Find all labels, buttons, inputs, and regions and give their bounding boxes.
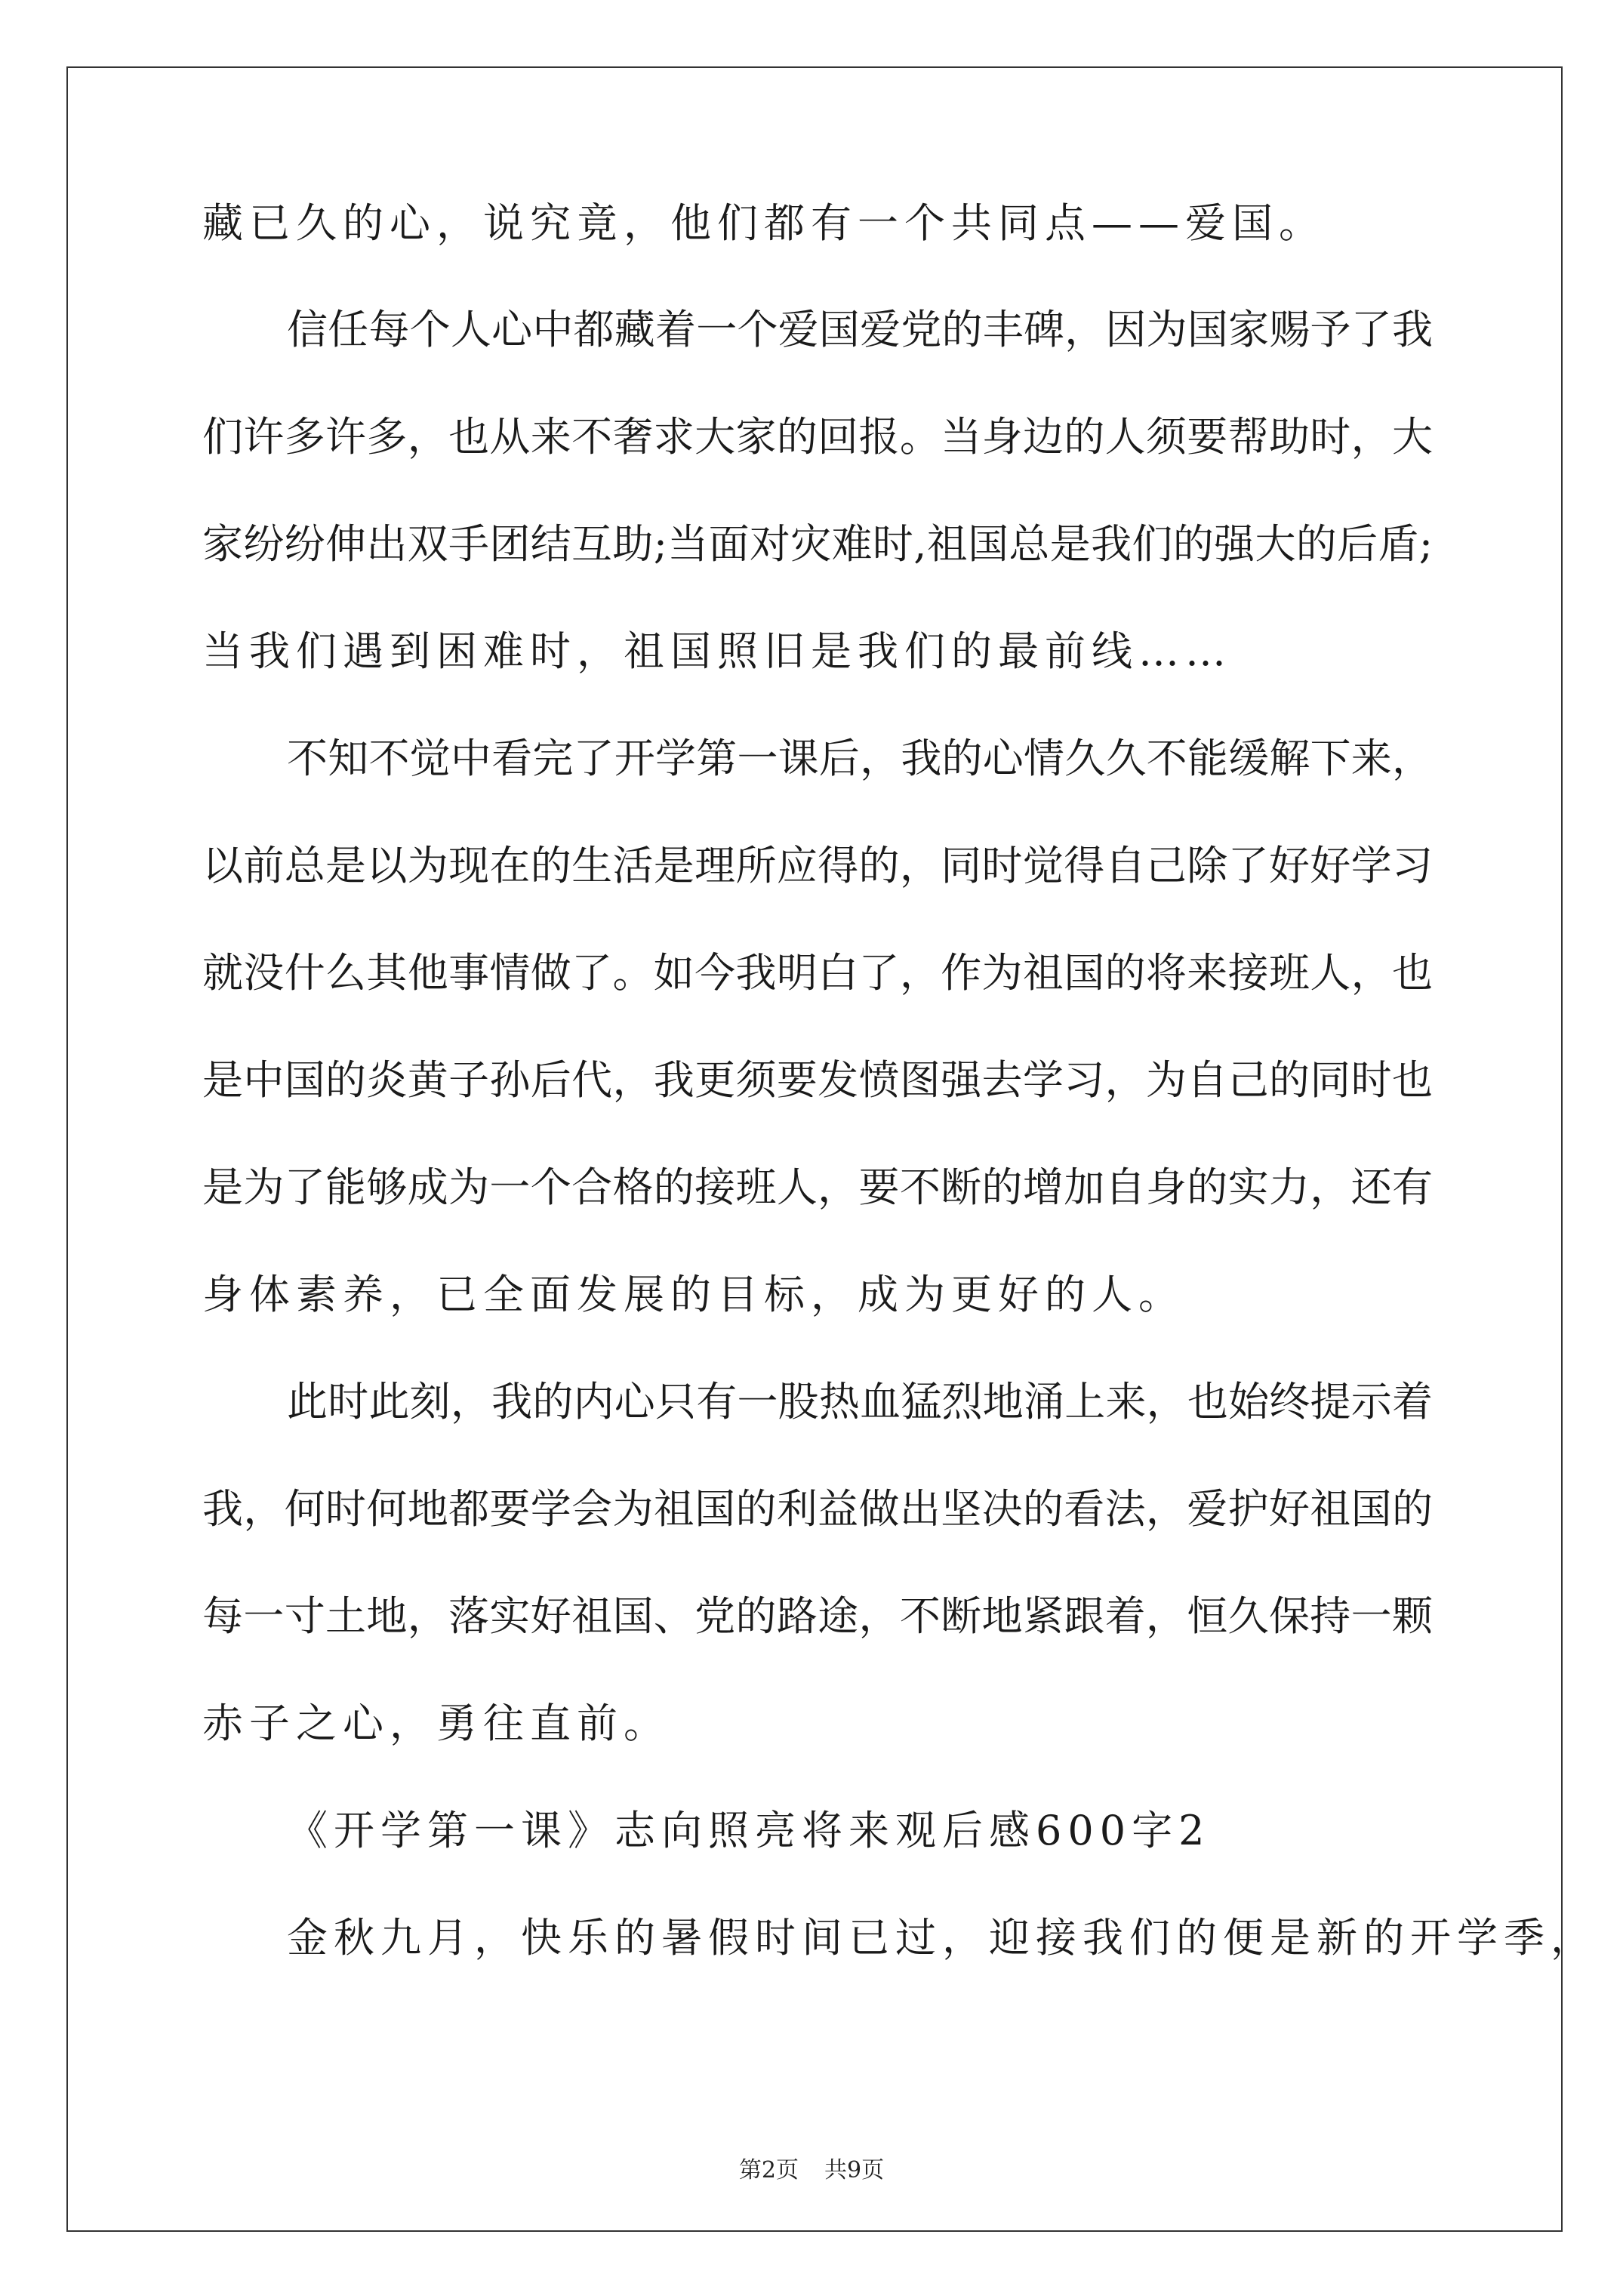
text-line: 赤子之心，勇往直前。 (202, 1700, 670, 1747)
text-line: 信任每个人心中都藏着一个爱国爱党的丰碑，因为国家赐予了我 (287, 306, 1433, 353)
text-line: 是中国的炎黄子孙后代，我更须要发愤图强去学习，为自己的同时也 (202, 1056, 1433, 1104)
text-line: 藏已久的心，说究竟，他们都有一个共同点——爱国。 (202, 199, 1326, 247)
text-line: 就没什么其他事情做了。如今我明白了，作为祖国的将来接班人，也 (202, 949, 1433, 997)
text-line: 我，何时何地都要学会为祖国的利益做出坚决的看法，爱护好祖国的 (202, 1485, 1433, 1533)
text-line: 身体素养，已全面发展的目标，成为更好的人。 (202, 1271, 1185, 1318)
page-border (66, 66, 1563, 2232)
text-line: 们许多许多，也从来不奢求大家的回报。当身边的人须要帮助时，大 (202, 413, 1433, 461)
text-line: 是为了能够成为一个合格的接班人，要不断的增加自身的实力，还有 (202, 1163, 1433, 1211)
page-footer (0, 2156, 1623, 2186)
page-number-total: 共9页 (824, 2157, 885, 2184)
text-line: 以前总是以为现在的生活是理所应得的，同时觉得自己除了好好学习 (202, 842, 1433, 889)
text-line: 每一寸土地，落实好祖国、党的路途，不断地紧跟着，恒久保持一颗 (202, 1592, 1433, 1640)
text-line: 家纷纷伸出双手团结互助;当面对灾难时,祖国总是我们的强大的后盾; (202, 520, 1433, 568)
text-line: 此时此刻，我的内心只有一股热血猛烈地涌上来，也始终提示着 (287, 1378, 1433, 1425)
text-line: 当我们遇到困难时，祖国照旧是我们的最前线…… (202, 627, 1232, 675)
text-line: 不知不觉中看完了开学第一课后，我的心情久久不能缓解下来， (287, 735, 1433, 782)
section-heading: 《开学第一课》志向照亮将来观后感600字2 (287, 1807, 1211, 1854)
text-line: 金秋九月，快乐的暑假时间已过，迎接我们的便是新的开学季， (287, 1914, 1597, 1962)
page-number-current: 第2页 (738, 2157, 799, 2184)
